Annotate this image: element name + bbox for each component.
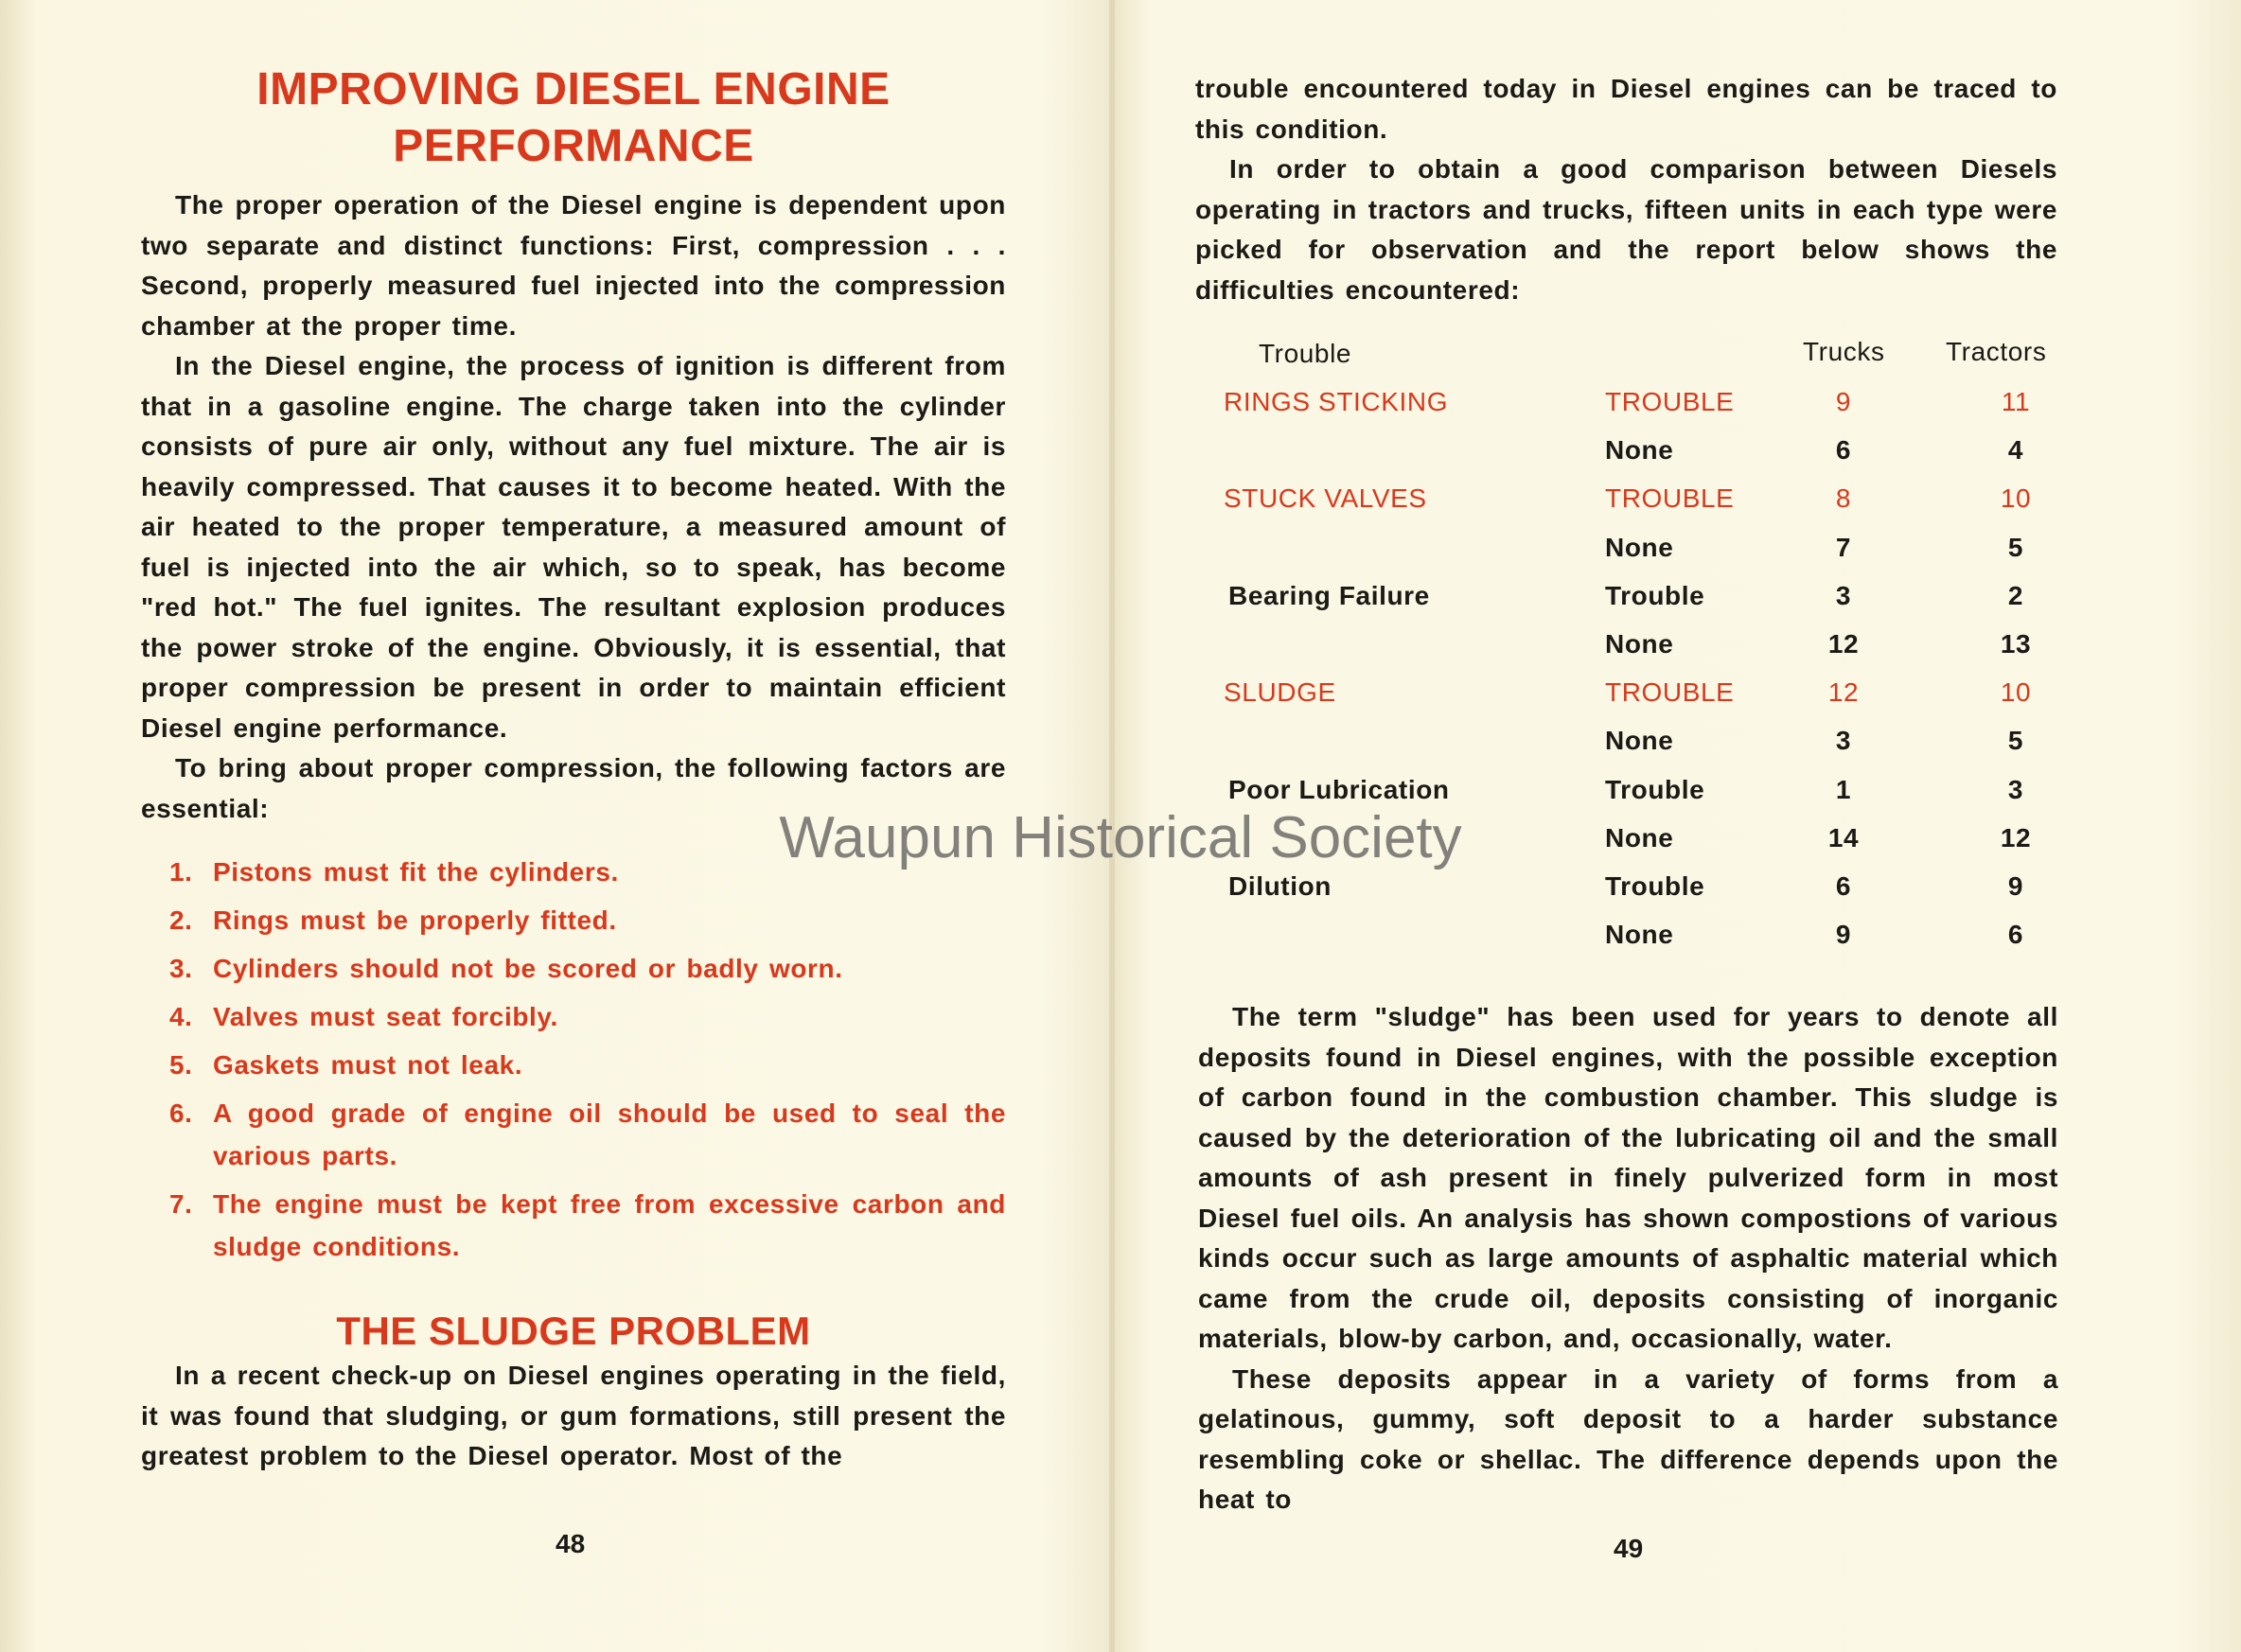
- row-tractors-value: 12: [2000, 822, 2032, 852]
- paragraph: trouble encountered today in Diesel engines can be traced to this condition.: [1195, 74, 2057, 144]
- row-category: STUCK VALVES: [1224, 483, 1427, 514]
- row-tractors-value: 5: [2007, 532, 2024, 562]
- paragraph: The term "sludge" has been used for years to denote all deposits found in Diesel engines, with the possible exception of carbon found in the combustion chamber. This sludge is caused by the deterioration of the lubricating oil and the small amounts of ash present in finely pulverized form in most Diesel fuel oils. An analysis has shown compostions of various kinds occur such as large amounts of asphaltic material which came from the crude oil, deposits consisting of inorganic materials, blow-by carbon, and, occasionally, water.: [1198, 1002, 2058, 1353]
- paragraph: In order to obtain a good comparison between Diesels operating in tractors and trucks, fifteen units in each type were picked for observation and the report below shows the difficulties encountered:: [1195, 154, 2057, 305]
- list-item: 4. Valves must seat forcibly.: [169, 1002, 558, 1031]
- row-category: SLUDGE: [1224, 677, 1336, 708]
- header-tractors: Tractors: [1946, 337, 2047, 366]
- row-trucks-value: 6: [1835, 435, 1852, 466]
- row-category: Poor Lubrication: [1228, 774, 1450, 804]
- row-status: Trouble: [1605, 580, 1705, 610]
- row-status: Trouble: [1605, 871, 1705, 901]
- page-number: 48: [556, 1529, 586, 1558]
- row-tractors-value: 10: [2000, 677, 2032, 708]
- row-trucks-value: 12: [1827, 677, 1860, 708]
- row-tractors-value: 11: [2001, 387, 2031, 416]
- row-tractors-value: 13: [2000, 629, 2032, 659]
- paragraph: In the Diesel engine, the process of ignition is different from that in a gasoline engine. The charge taken into the cylinder consists of pure air only, without any fuel mixture. The air is heavily compressed. That causes it to become heated. With the air heated to the proper temperature, a measured amount of fuel is injected into the air which, so to speak, has become "red hot." The fuel ignites. The resultant explosion produces the power stroke of the engine. Obviously, it is essential, that proper compression be present in order to maintain efficient Diesel engine performance.: [141, 351, 1006, 743]
- page-number: 49: [1614, 1534, 1644, 1563]
- list-item: 7. The engine must be kept free from excessive carbon and sludge conditions.: [169, 1189, 1006, 1261]
- row-tractors-value: 5: [2007, 726, 2024, 756]
- row-trucks-value: 7: [1835, 532, 1852, 562]
- factors-list: [141, 851, 1006, 1274]
- row-trucks-value: 12: [1827, 629, 1860, 659]
- intro-text: [1195, 69, 2057, 310]
- paragraph: These deposits appear in a variety of forms from a gelatinous, gummy, soft deposit to a harder substance resembling coke or shellac. The difference depends upon the heat to: [1198, 1363, 2058, 1514]
- row-status: None: [1605, 532, 1674, 562]
- row-trucks-value: 14: [1827, 822, 1860, 852]
- row-status: TROUBLE: [1605, 387, 1735, 416]
- row-tractors-value: 4: [2007, 435, 2024, 466]
- paragraph: The proper operation of the Diesel engine is dependent upon two separate and distinct functions: First, compression . . . Second, properly measured fuel injected into the compression chamber at the proper time.: [141, 190, 1006, 341]
- page-title-line1: IMPROVING DIESEL ENGINE: [256, 64, 891, 114]
- row-trucks-value: 9: [1835, 920, 1852, 950]
- row-status: Trouble: [1605, 774, 1705, 804]
- list-item: 6. A good grade of engine oil should be used to seal the various parts.: [169, 1098, 1006, 1170]
- row-status: None: [1605, 920, 1674, 950]
- intro-text: [141, 185, 1006, 829]
- row-tractors-value: 6: [2007, 920, 2024, 950]
- list-item: 1. Pistons must fit the cylinders.: [169, 857, 619, 887]
- row-status: None: [1605, 822, 1674, 852]
- row-category: Dilution: [1228, 871, 1332, 901]
- row-tractors-value: 9: [2007, 871, 2024, 901]
- page-title-line2: PERFORMANCE: [393, 121, 754, 171]
- row-status: None: [1605, 629, 1674, 659]
- row-trucks-value: 3: [1835, 580, 1852, 610]
- sludge-text: [141, 1356, 1006, 1477]
- row-category: RINGS STICKING: [1224, 387, 1449, 416]
- row-category: Bearing Failure: [1228, 580, 1430, 610]
- row-trucks-value: 8: [1835, 483, 1852, 514]
- row-status: TROUBLE: [1605, 677, 1735, 708]
- paragraph: In a recent check-up on Diesel engines operating in the field, it was found that sludging, or gum formations, still present the greatest problem to the Diesel operator. Most of the: [141, 1361, 1006, 1470]
- row-tractors-value: 2: [2007, 580, 2024, 610]
- header-trouble: Trouble: [1259, 339, 1352, 368]
- row-status: None: [1605, 435, 1674, 466]
- row-status: TROUBLE: [1605, 483, 1735, 514]
- list-item: 2. Rings must be properly fitted.: [169, 905, 617, 935]
- watermark: Waupun Historical Society: [779, 805, 1462, 870]
- paragraph: To bring about proper compression, the following factors are essential:: [141, 753, 1006, 823]
- row-tractors-value: 10: [2000, 483, 2032, 514]
- list-item: 5. Gaskets must not leak.: [169, 1050, 523, 1080]
- sludge-definition-text: [1198, 997, 2058, 1520]
- row-trucks-value: 6: [1835, 871, 1852, 901]
- list-item: 3. Cylinders should not be scored or badly worn.: [169, 954, 843, 983]
- row-trucks-value: 9: [1835, 387, 1852, 416]
- row-trucks-value: 3: [1835, 726, 1852, 756]
- row-tractors-value: 3: [2007, 774, 2024, 804]
- row-trucks-value: 1: [1835, 774, 1852, 804]
- row-status: None: [1605, 726, 1674, 756]
- section-title: THE SLUDGE PROBLEM: [336, 1309, 811, 1353]
- header-trucks: Trucks: [1803, 337, 1885, 366]
